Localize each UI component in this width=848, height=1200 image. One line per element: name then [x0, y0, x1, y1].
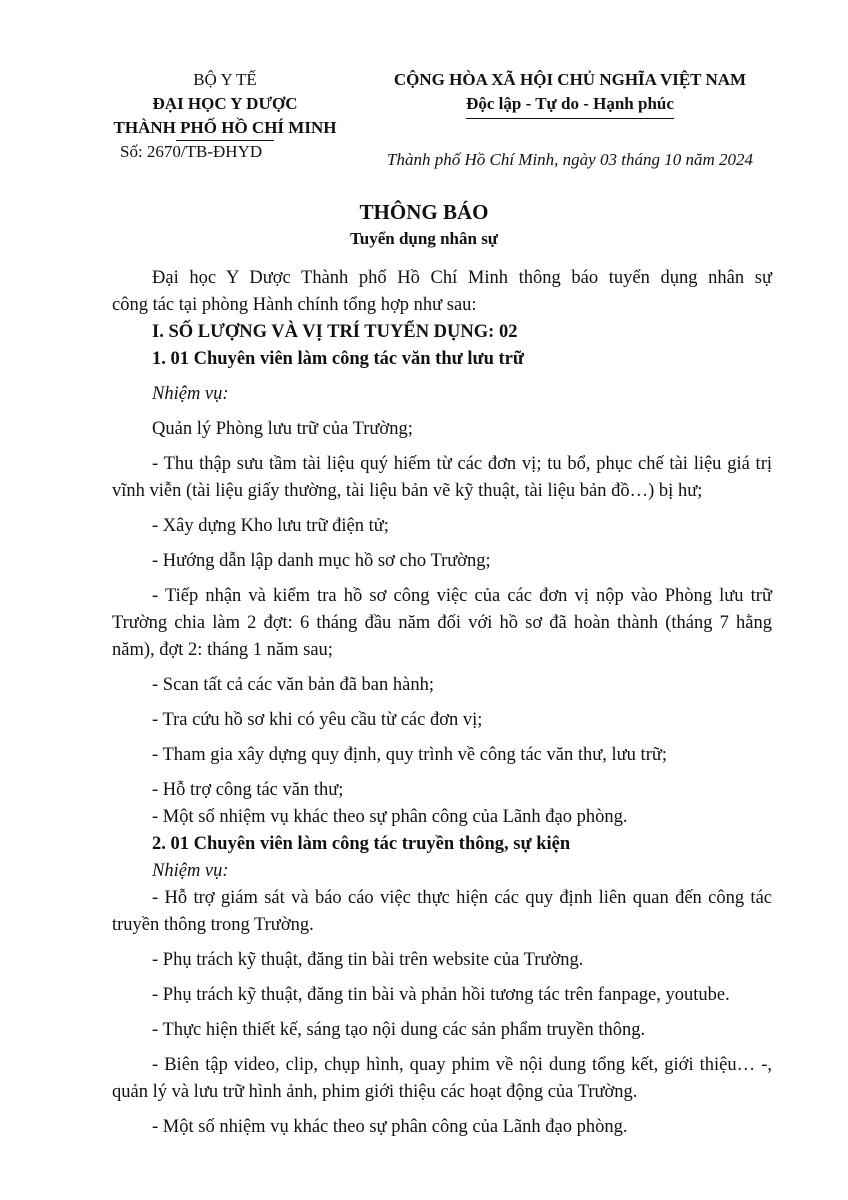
position-2-duty-cont: quản lý và lưu trữ hình ảnh, phim giới thiệu các hoạt động của Trường.: [112, 1082, 638, 1102]
position-1-duty-cont: vĩnh viễn (tài liệu giấy thường, tài liệu bản vẽ kỹ thuật, tài liệu bản đồ…) bị hư;: [112, 481, 703, 501]
intro-line-1: Đại học Y Dược Thành phố Hồ Chí Minh thông báo tuyển dụng nhân sự: [152, 268, 772, 288]
ministry-name: BỘ Y TẾ: [193, 70, 257, 89]
position-1-duty: - Hướng dẫn lập danh mục hồ sơ cho Trường;: [152, 551, 491, 571]
position-1-duty: Quản lý Phòng lưu trữ của Trường;: [152, 419, 413, 439]
section-heading: I. SỐ LƯỢNG VÀ VỊ TRÍ TUYỂN DỤNG: 02: [152, 322, 518, 342]
position-1-duty: - Xây dựng Kho lưu trữ điện tử;: [152, 516, 389, 536]
position-2-duty: - Phụ trách kỹ thuật, đăng tin bài và phản hồi tương tác trên fanpage, youtube.: [152, 985, 730, 1005]
place-date: Thành phố Hồ Chí Minh, ngày 03 tháng 10 năm 2024: [387, 150, 753, 169]
position-1-duty: - Tra cứu hồ sơ khi có yêu cầu từ các đơn vị;: [152, 710, 483, 730]
position-2-duty: - Phụ trách kỹ thuật, đăng tin bài trên website của Trường.: [152, 950, 584, 970]
position-2-duties-label: Nhiệm vụ:: [152, 861, 229, 881]
issuer-block: [100, 68, 350, 164]
document-title: THÔNG BÁO: [359, 200, 489, 224]
intro-line-2: công tác tại phòng Hành chính tổng hợp như sau:: [112, 295, 477, 315]
position-1-duty-cont: năm), đợt 2: tháng 1 năm sau;: [112, 640, 333, 660]
university-name-line1: ĐẠI HỌC Y DƯỢC: [152, 94, 298, 113]
position-1-duty: - Scan tất cả các văn bản đã ban hành;: [152, 675, 434, 695]
position-2-heading: 2. 01 Chuyên viên làm công tác truyền thông, sự kiện: [152, 834, 571, 854]
position-1-duty: - Hỗ trợ công tác văn thư;: [152, 780, 344, 800]
position-2-duty: - Một số nhiệm vụ khác theo sự phân công của Lãnh đạo phòng.: [152, 1117, 628, 1137]
issuer-underline: [176, 140, 274, 141]
national-header: [360, 68, 780, 119]
position-1-duty: - Thu thập sưu tầm tài liệu quý hiếm từ các đơn vị; tu bổ, phục chế tài liệu giá trị: [152, 454, 772, 474]
university-name-line2: THÀNH PHỐ HỒ CHÍ MINH: [113, 118, 337, 137]
position-2-duty: - Thực hiện thiết kế, sáng tạo nội dung các sản phẩm truyền thông.: [152, 1020, 646, 1040]
document-subtitle: Tuyển dụng nhân sự: [349, 229, 499, 248]
position-2-duty: - Hỗ trợ giám sát và báo cáo việc thực hiện các quy định liên quan đến công tác: [152, 888, 772, 908]
position-2-duty-cont: truyền thông trong Trường.: [112, 915, 314, 935]
position-2-duty: - Biên tập video, clip, chụp hình, quay phim về nội dung tổng kết, giới thiệu… -,: [152, 1055, 772, 1075]
position-1-duties-label: Nhiệm vụ:: [152, 384, 229, 404]
country-name: CỘNG HÒA XÃ HỘI CHỦ NGHĨA VIỆT NAM: [393, 70, 747, 89]
national-motto: Độc lập - Tự do - Hạnh phúc: [466, 92, 674, 119]
position-1-duty: - Tham gia xây dựng quy định, quy trình về công tác văn thư, lưu trữ;: [152, 745, 668, 765]
position-1-heading: 1. 01 Chuyên viên làm công tác văn thư lưu trữ: [152, 349, 524, 369]
document-number: Số: 2670/TB-ĐHYD: [120, 142, 263, 161]
position-1-duty: - Một số nhiệm vụ khác theo sự phân công của Lãnh đạo phòng.: [152, 807, 628, 827]
position-1-duty-cont: Trường chia làm 2 đợt: 6 tháng đầu năm đối với hồ sơ đã hoàn thành (tháng 7 hằng: [112, 613, 772, 633]
document-body: [112, 265, 772, 1141]
position-1-duty: - Tiếp nhận và kiểm tra hồ sơ công việc của các đơn vị nộp vào Phòng lưu trữ: [152, 586, 772, 606]
